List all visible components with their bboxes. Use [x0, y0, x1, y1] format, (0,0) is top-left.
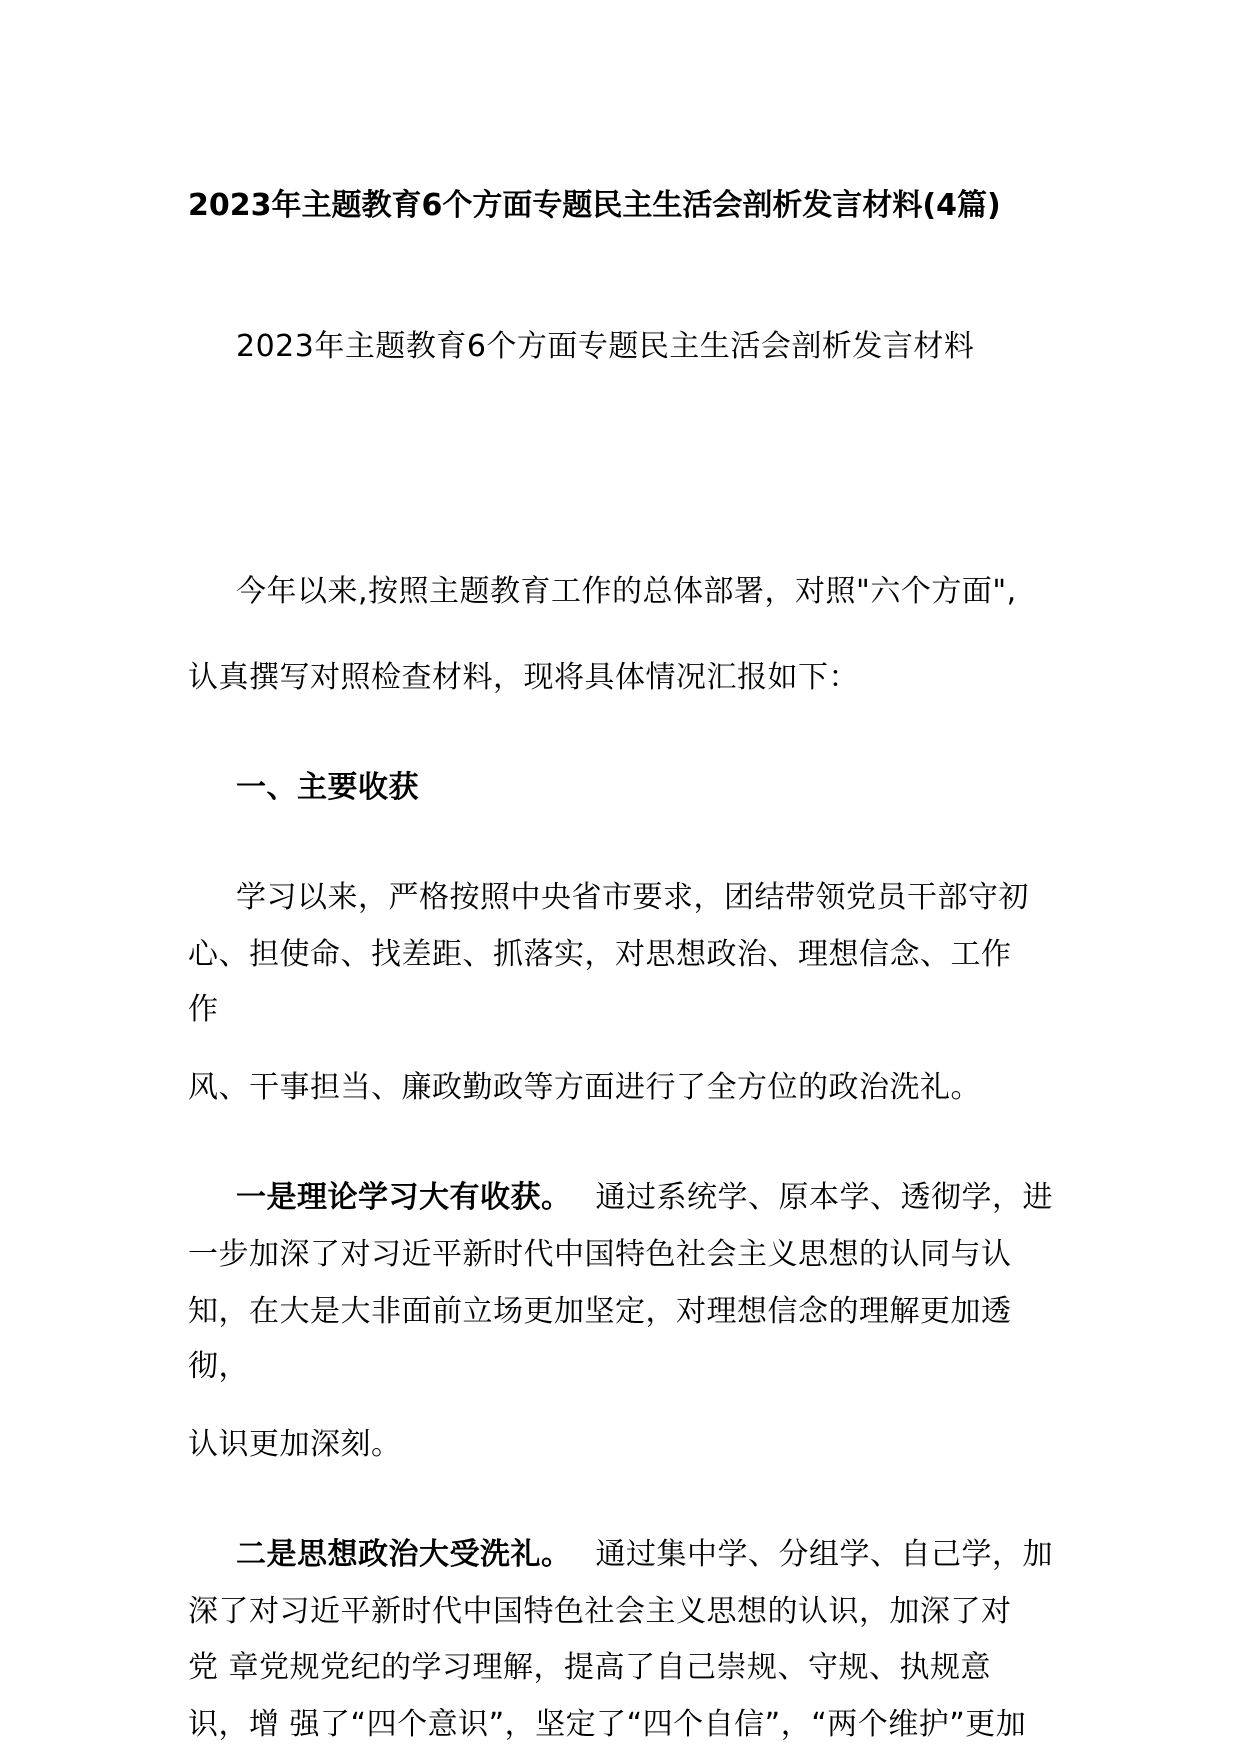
paragraph-line: 作: [188, 992, 219, 1027]
document-title: 2023年主题教育6个方面专题民主生活会剖析发言材料(4篇): [188, 188, 1001, 223]
paragraph-text: 通过集中学、分组学、自己学，加: [595, 1537, 1053, 1572]
paragraph-line: 心、担使命、找差距、抓落实，对思想政治、理想信念、工作: [188, 937, 1012, 972]
paragraph-line: [236, 1178, 1053, 1218]
paragraph-line: 党 章党规党纪的学习理解，提高了自己崇规、守规、执规意: [188, 1650, 992, 1685]
paragraph-line: [236, 1535, 1053, 1575]
paragraph-line: 认识更加深刻。: [188, 1427, 402, 1462]
paragraph-line: 知，在大是大非面前立场更加坚定，对理想信念的理解更加透: [188, 1294, 1012, 1329]
paragraph-lead: 一是理论学习大有收获。: [236, 1180, 572, 1215]
paragraph-line: 彻，: [188, 1349, 249, 1384]
paragraph-line: 深了对习近平新时代中国特色社会主义思想的认识，加深了对: [188, 1594, 1012, 1629]
paragraph-text: 通过系统学、原本学、透彻学，进: [595, 1180, 1053, 1215]
paragraph-line: 识，增 强了“四个意识”，坚定了“四个自信”，“两个维护”更加: [188, 1707, 1027, 1742]
paragraph-lead: 二是思想政治大受洗礼。: [236, 1537, 572, 1572]
intro-line: 今年以来,按照主题教育工作的总体部署，对照"六个方面",: [236, 574, 1017, 609]
document-subtitle: 2023年主题教育6个方面专题民主生活会剖析发言材料: [236, 329, 975, 364]
section-heading: 一、主要收获: [236, 770, 419, 805]
intro-line: 认真撰写对照检查材料，现将具体情况汇报如下：: [188, 660, 859, 695]
paragraph-line: 一步加深了对习近平新时代中国特色社会主义思想的认同与认: [188, 1237, 1012, 1272]
paragraph-line: 风、干事担当、廉政勤政等方面进行了全方位的政治洗礼。: [188, 1070, 981, 1105]
paragraph-line: 学习以来，严格按照中央省市要求，团结带领党员干部守初: [236, 880, 1029, 915]
